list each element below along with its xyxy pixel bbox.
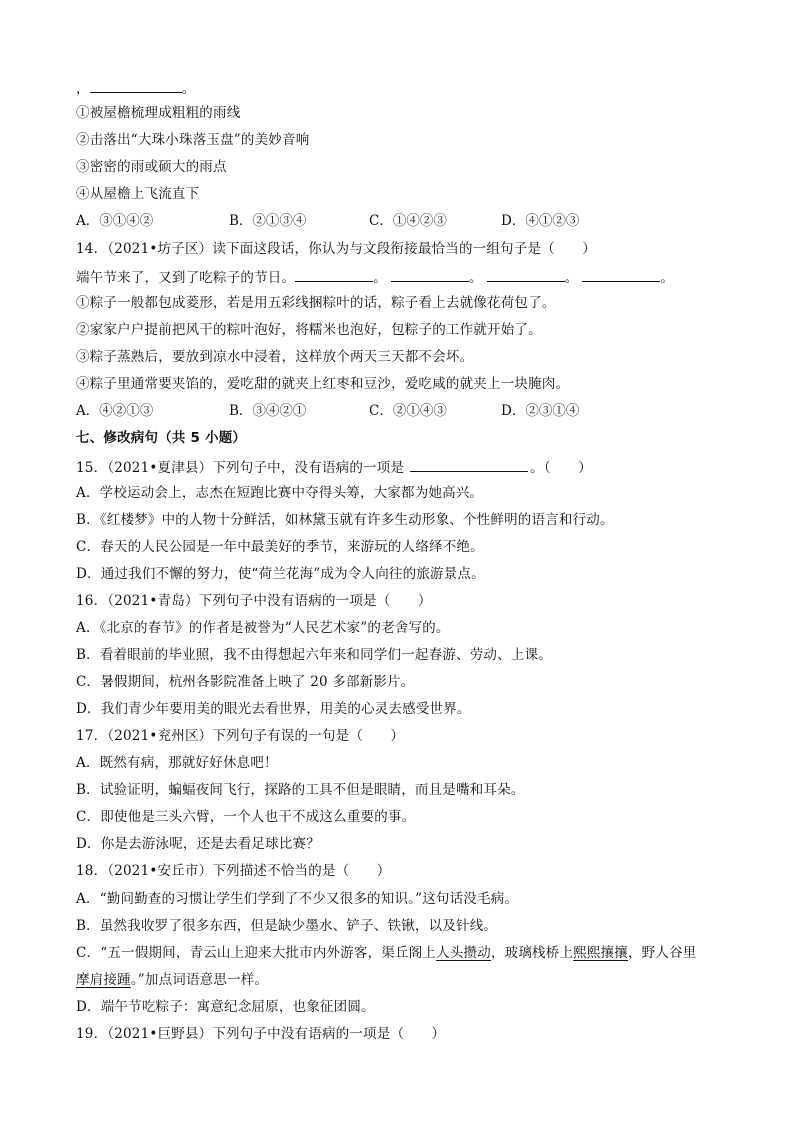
q13-option-d[interactable]: D．④①②③ [501, 213, 580, 229]
q17-stem: 17．（2021•兖州区）下列句子有误的一句是（ ） [76, 728, 405, 744]
q15-blank[interactable] [410, 457, 528, 472]
q13-item-1: ①被屋檐梳理成粗粗的雨线 [76, 105, 241, 121]
q13-option-b[interactable]: B．②①③④ [229, 213, 307, 229]
underlined-phrase: 摩肩接踵 [76, 972, 131, 988]
q14-blank-1[interactable] [295, 267, 373, 282]
q13-blank[interactable] [90, 78, 182, 93]
q16-option-b[interactable]: B．看着眼前的毕业照，我不由得想起六年来和同学们一起春游、劳动、上课。 [76, 647, 552, 663]
q14-stem: 14．（2021•坊子区）读下面这段话，你认为与文段衔接最恰当的一组句子是（ ） [76, 241, 596, 257]
q14-item-2: ②家家户户提前把风干的粽叶泡好，将糯米也泡好，包粽子的工作就开始了。 [76, 322, 542, 338]
q15-stem: 15．（2021•夏津县）下列句子中，没有语病的一项是 。（ ） [76, 457, 592, 477]
q13-option-a[interactable]: A．③①④② [76, 213, 154, 229]
q13-answer-line [76, 78, 195, 98]
q14-item-1: ①粽子一般都包成菱形，若是用五彩线捆粽叶的话，粽子看上去就像花荷包了。 [76, 295, 556, 311]
q19-stem: 19．（2021•巨野县）下列句子中没有语病的一项是（ ） [76, 1026, 446, 1042]
q15-option-a[interactable]: A．学校运动会上，志杰在短跑比赛中夺得头筹，大家都为她高兴。 [76, 485, 484, 501]
q14-option-c[interactable]: C．②①④③ [369, 403, 447, 419]
q16-stem: 16．（2021•青岛）下列句子中没有语病的一项是（ ） [76, 593, 432, 609]
q17-option-b[interactable]: B．试验证明，蝙蝠夜间飞行，探路的工具不但是眼睛，而且是嘴和耳朵。 [76, 782, 525, 798]
q15-option-b[interactable]: B．《红楼梦》中的人物十分鲜活，如林黛玉就有许多生动形象、个性鲜明的语言和行动。 [76, 512, 614, 528]
q15-option-c[interactable]: C．春天的人民公园是一年中最美好的季节，来游玩的人络绎不绝。 [76, 539, 484, 555]
q18-option-b[interactable]: B．虽然我收罗了很多东西，但是缺少墨水、铲子、铁锹，以及针线。 [76, 918, 498, 934]
q16-option-d[interactable]: D．我们青少年要用美的眼光去看世界，用美的心灵去感受世界。 [76, 701, 471, 717]
q14-option-d[interactable]: D．②③①④ [501, 403, 580, 419]
q14-blank-3[interactable] [487, 267, 565, 282]
q17-option-a[interactable]: A．既然有病，那就好好休息吧！ [76, 755, 278, 771]
q17-option-c[interactable]: C．即使他是三头六臂，一个人也干不成这么重要的事。 [76, 809, 416, 825]
q13-item-3: ③密密的雨或硕大的雨点 [76, 159, 227, 175]
q13-item-4: ④从屋檐上飞流直下 [76, 186, 200, 202]
q14-item-4: ④粽子里通常要夹馅的，爱吃甜的就夹上红枣和豆沙，爱吃咸的就夹上一块腌肉。 [76, 376, 570, 392]
q16-option-a[interactable]: A．《北京的春节》的作者是被誉为“人民艺术家”的老舍写的。 [76, 620, 450, 636]
q14-blank-4[interactable] [582, 267, 660, 282]
q14-option-a[interactable]: A．④②①③ [76, 403, 154, 419]
q17-option-d[interactable]: D．你是去游泳呢，还是去看足球比赛？ [76, 836, 320, 852]
q18-stem: 18．（2021•安丘市）下列描述不恰当的是（ ） [76, 863, 391, 879]
q14-option-b[interactable]: B．③④②① [229, 403, 307, 419]
q18-option-d[interactable]: D．端午节吃粽子：寓意纪念屈原，也象征团圆。 [76, 999, 375, 1015]
q14-lead-line: 端午节来了，又到了吃粽子的节日。 。 。 。 。 [76, 267, 674, 287]
underlined-phrase: 熙熙攘攘 [573, 945, 628, 961]
q15-option-d[interactable]: D．通过我们不懈的努力，使“荷兰花海”成为令人向往的旅游景点。 [76, 566, 485, 582]
q18-option-a[interactable]: A．“勤问勤查的习惯让学生们学到了不少又很多的知识。”这句话没毛病。 [76, 891, 519, 907]
q13-suffix: 。 [181, 81, 196, 97]
q14-lead: 端午节来了，又到了吃粽子的节日。 [76, 270, 296, 286]
q13-option-c[interactable]: C．①④②③ [369, 213, 447, 229]
q18-option-c[interactable]: C．“五一假期间，青云山上迎来大批市内外游客，渠丘阁上人头攒动，玻璃栈桥上熙熙攘攘，野人谷里 [76, 945, 697, 961]
q16-option-c[interactable]: C．暑假期间，杭州各影院准备上映了 20 多部新影片。 [76, 674, 415, 690]
q13-item-2: ②击落出“大珠小珠落玉盘”的美妙音响 [76, 132, 310, 148]
underlined-phrase: 人头攒动 [436, 945, 491, 961]
section-heading: 七、修改病句（共 5 小题） [76, 430, 247, 446]
q14-item-3: ③粽子蒸熟后，要放到凉水中浸着，这样放个两天三天都不会坏。 [76, 349, 474, 365]
q18-option-c-continued: 摩肩接踵。”加点词语意思一样。 [76, 972, 269, 988]
q13-prefix: ， [76, 81, 90, 97]
q14-blank-2[interactable] [391, 267, 469, 282]
